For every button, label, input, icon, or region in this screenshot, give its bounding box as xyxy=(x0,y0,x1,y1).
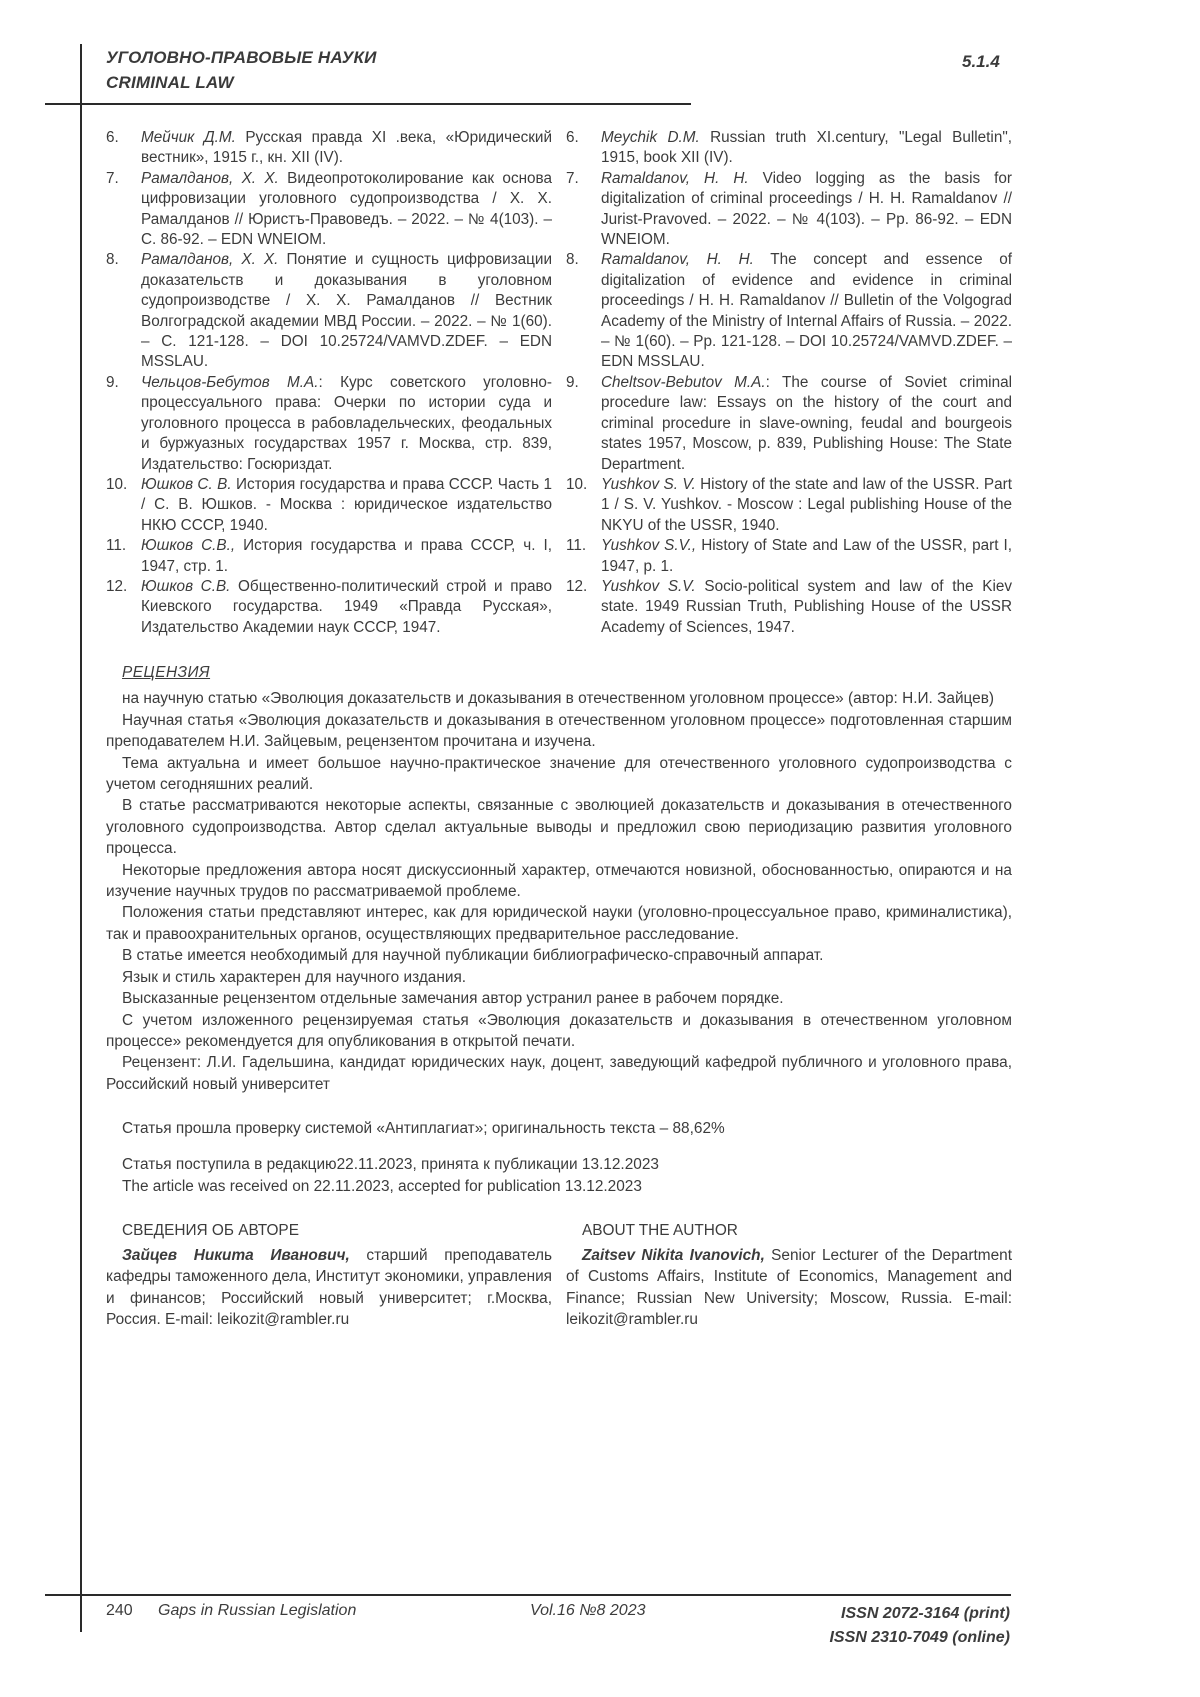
left-margin-rule xyxy=(80,44,82,1632)
section-title-en: CRIMINAL LAW xyxy=(106,73,234,92)
ref-body xyxy=(601,169,1012,251)
ref-author: Юшков С. В. xyxy=(141,475,232,493)
review-paragraph: С учетом изложенного рецензируемая статья «Эволюция доказательств и доказывания в отечественном уголовном процессе» рекомендуется для опубликования в открытой печати. xyxy=(106,1011,1012,1050)
reference-item xyxy=(106,128,552,169)
ref-text: Socio-political system and law of the Kiev state. 1949 Russian Truth, Publishing House of the USSR Academy of Sciences, 1947. xyxy=(601,577,1013,636)
author-bio-text-ru: старший преподаватель кафедры таможенного дела, Институт экономики, управления и финансов; Российский новый университет; г.Москва, Россия. E-mail: leikozit@rambler.ru xyxy=(106,1246,552,1329)
review-paragraph: Некоторые предложения автора носят дискуссионный характер, отмечаются новизной, обоснованностью, опираются и на изучение научных трудов по рассматриваемой проблеме. xyxy=(106,861,1012,901)
ref-body xyxy=(601,373,1012,475)
ref-author: Cheltsov-Bebutov M.A. xyxy=(601,373,766,391)
review-paragraph: Тема актуальна и имеет большое научно-практическое значение для отечественного уголовного судопроизводства с учетом сегодняшних реалий. xyxy=(106,754,1012,794)
ref-author: Ramaldanov, H. H. xyxy=(601,169,749,187)
ref-body xyxy=(601,536,1012,577)
reviewer-line: Рецензент: Л.И. Гадельшина, кандидат юридических наук, доцент, заведующий кафедрой публичного и уголовного права, Российский новый университет xyxy=(106,1054,1012,1093)
ref-text: History of the state and law of the USSR. Part 1 / S. V. Yushkov. - Moscow : Legal publishing House of the NKYU of the USSR, 1940. xyxy=(601,475,1012,534)
reference-item xyxy=(566,169,1012,251)
ref-body xyxy=(141,577,552,638)
ref-body xyxy=(601,250,1012,372)
reference-item xyxy=(566,577,1012,638)
ref-number: 9. xyxy=(566,373,579,391)
footer-volume: Vol.16 №8 2023 xyxy=(530,1602,646,1619)
reference-item xyxy=(106,475,552,536)
ref-number: 7. xyxy=(566,169,579,187)
footer-rule xyxy=(45,1594,1011,1596)
references-list-en xyxy=(566,128,1012,638)
reference-item xyxy=(566,250,1012,372)
review-paragraph: на научную статью «Эволюция доказательств и доказывания в отечественном уголовном процессе» (автор: Н.И. Зайцев) xyxy=(122,690,995,708)
ref-body xyxy=(601,475,1012,536)
ref-text: Video logging as the basis for digitalization of criminal proceedings / H. H. Ramaldanov // Jurist-Pravoved. – 2022. – № 4(103). – Pp. 86-92. – EDN WNEIOM. xyxy=(601,169,1012,249)
references-section xyxy=(106,128,1012,638)
ref-number: 8. xyxy=(106,251,119,269)
ref-author: Мейчик Д.М. xyxy=(141,129,236,146)
author-bio-text-en: Senior Lecturer of the Department of Customs Affairs, Institute of Economics, Management and Finance; Russian New University; Moscow, Russia. E-mail: leikozit@rambler.ru xyxy=(566,1246,1012,1329)
reference-item xyxy=(106,169,552,251)
section-title-ru: УГОЛОВНО-ПРАВОВЫЕ НАУКИ xyxy=(106,48,377,67)
author-bio-en xyxy=(566,1245,1012,1331)
ref-body xyxy=(141,250,552,372)
ref-number: 11. xyxy=(106,537,127,555)
reference-item xyxy=(106,536,552,577)
ref-text: The concept and essence of digitalization of evidence and evidence in criminal proceedings / H. H. Ramaldanov // Bulletin of the Volgograd Academy of the Ministry of Internal Affairs of Russia. – 2022. – № 1(60). – Pp. 121-128. – DOI 10.25724/VAMVD.ZDEF. – EDN MSSLAU. xyxy=(601,251,1012,371)
ref-text: Понятие и сущность цифровизации доказательств и доказывания в уголовном судопроизводстве / Х. Х. Рамалданов // Вестник Волгоградской академии МВД России. – 2022. – № 1(60). – С. 121-128. – DOI 10.25724/VAMVD.ZDEF. – EDN MSSLAU. xyxy=(141,251,552,371)
ref-author: Юшков С.В., xyxy=(141,537,236,555)
author-info-heading-ru: СВЕДЕНИЯ ОБ АВТОРЕ xyxy=(122,1222,299,1239)
ref-number: 10. xyxy=(106,475,128,493)
ref-text: : The course of Soviet criminal procedure law: Essays on the history of the court and criminal procedure in slave-owning, feudal and bourgeois states 1957, Moscow, p. 839, Publishing House: The State Department. xyxy=(601,373,1012,473)
ref-number: 6. xyxy=(106,129,119,146)
page-header xyxy=(106,45,377,95)
ref-number: 12. xyxy=(566,577,588,595)
review-heading: РЕЦЕНЗИЯ xyxy=(122,664,211,681)
footer-issn-online: ISSN 2310-7049 (online) xyxy=(829,1629,1010,1646)
author-name-ru: Зайцев Никита Иванович, xyxy=(122,1246,350,1264)
ref-number: 6. xyxy=(566,129,579,146)
ref-text: Русская правда XI .века, «Юридический вестник», 1915 г., кн. XII (IV). xyxy=(141,129,553,167)
ref-number: 12. xyxy=(106,577,128,595)
ref-author: Meychik D.M. xyxy=(601,129,700,146)
footer-issn-print: ISSN 2072-3164 (print) xyxy=(841,1605,1010,1622)
antiplagiat-note: Статья прошла проверку системой «Антиплагиат»; оригинальность текста – 88,62% xyxy=(122,1120,725,1137)
ref-text: История государства и права СССР. Часть 1 / С. В. Юшков. - Москва : юридическое издательство НКЮ СССР, 1940. xyxy=(141,475,552,534)
author-info-ru xyxy=(106,1220,552,1331)
ref-author: Ramaldanov, H. H. xyxy=(601,251,754,269)
reference-item xyxy=(106,250,552,372)
reference-item xyxy=(566,475,1012,536)
reference-item xyxy=(566,536,1012,577)
footer-issn xyxy=(829,1602,1010,1650)
ref-text: История государства и права СССР, ч. I, 1947, стр. 1. xyxy=(141,537,552,575)
ref-text: Russian truth XI.century, "Legal Bulletin", 1915, book XII (IV). xyxy=(601,129,1013,167)
ref-body xyxy=(141,373,552,475)
author-bio-ru xyxy=(106,1245,552,1331)
ref-author: Юшков С.В. xyxy=(141,577,231,595)
classification-code: 5.1.4 xyxy=(962,52,1000,71)
review-paragraph: Язык и стиль характерен для научного издания. xyxy=(122,968,467,986)
received-date-ru: Статья поступила в редакцию22.11.2023, принята к публикации 13.12.2023 xyxy=(122,1156,659,1173)
reference-item xyxy=(106,373,552,475)
ref-body xyxy=(601,577,1012,638)
author-info-heading-en: ABOUT THE AUTHOR xyxy=(582,1222,738,1239)
ref-text: : Курс советского уголовно-процессуального права: Очерки по истории суда и уголовного процесса в рабовладельческих, феодальных и буржуазных государствах 1957 г. Москва, стр. 839, Издательство: Госюриздат. xyxy=(141,373,552,473)
ref-number: 9. xyxy=(106,373,119,391)
ref-body xyxy=(141,169,552,251)
reference-item xyxy=(106,577,552,638)
review-section xyxy=(106,662,1012,1095)
ref-body xyxy=(141,128,552,169)
footer-journal-title: Gaps in Russian Legislation xyxy=(158,1602,357,1619)
review-paragraph: Научная статья «Эволюция доказательств и доказывания в отечественном уголовном процессе» подготовленная старшим преподавателем Н.И. Зайцевым, рецензентом прочитана и изучена. xyxy=(106,711,1012,751)
header-rule xyxy=(45,103,691,105)
ref-author: Чельцов-Бебутов М.А. xyxy=(141,373,319,391)
ref-body xyxy=(601,128,1012,169)
review-paragraph: Положения статьи представляют интерес, как для юридической науки (уголовно-процессуальное право, криминалистика), так и правоохранительных органов, осуществляющих предварительное расследование. xyxy=(106,904,1012,943)
ref-author: Yushkov S.V., xyxy=(601,537,697,555)
ref-text: Видеопротоколирование как основа цифровизации уголовного судопроизводства / Х. Х. Рамалданов // Юристъ-Правоведъ. – 2022. – № 4(103). – С. 86-92. – EDN WNEIOM. xyxy=(141,169,553,249)
author-name-en: Zaitsev Nikita Ivanovich, xyxy=(582,1246,765,1264)
review-paragraph: В статье рассматриваются некоторые аспекты, связанные с эволюцией доказательств и доказывания в отечественного уголовного судопроизводства. Автор сделал актуальные выводы и предложил свою периодизацию развития уголовного процесса. xyxy=(106,797,1012,858)
ref-text: Общественно-политический строй и право Киевского государства. 1949 «Правда Русская», Издательство Академии наук СССР, 1947. xyxy=(141,577,552,636)
references-list-ru xyxy=(106,128,552,638)
ref-number: 7. xyxy=(106,169,119,187)
review-paragraph: Высказанные рецензентом отдельные замечания автор устранил ранее в рабочем порядке. xyxy=(122,990,784,1008)
ref-author: Рамалданов, Х. Х. xyxy=(141,169,279,187)
reference-item xyxy=(566,128,1012,169)
ref-number: 10. xyxy=(566,475,588,493)
ref-text: History of State and Law of the USSR, part I, 1947, p. 1. xyxy=(601,537,1012,575)
review-paragraph: В статье имеется необходимый для научной публикации библиографическо-справочный аппарат. xyxy=(122,947,824,965)
author-info-en xyxy=(566,1220,1012,1331)
submission-dates xyxy=(122,1154,659,1198)
author-info-section xyxy=(106,1220,1012,1331)
ref-number: 8. xyxy=(566,251,579,269)
footer-page-number: 240 xyxy=(106,1602,133,1619)
ref-author: Yushkov S.V. xyxy=(601,577,696,595)
ref-body xyxy=(141,536,552,577)
ref-number: 11. xyxy=(566,537,587,555)
ref-body xyxy=(141,475,552,536)
received-date-en: The article was received on 22.11.2023, accepted for publication 13.12.2023 xyxy=(122,1178,642,1195)
ref-author: Рамалданов, Х. Х. xyxy=(141,251,279,269)
ref-author: Yushkov S. V. xyxy=(601,475,696,493)
reference-item xyxy=(566,373,1012,475)
